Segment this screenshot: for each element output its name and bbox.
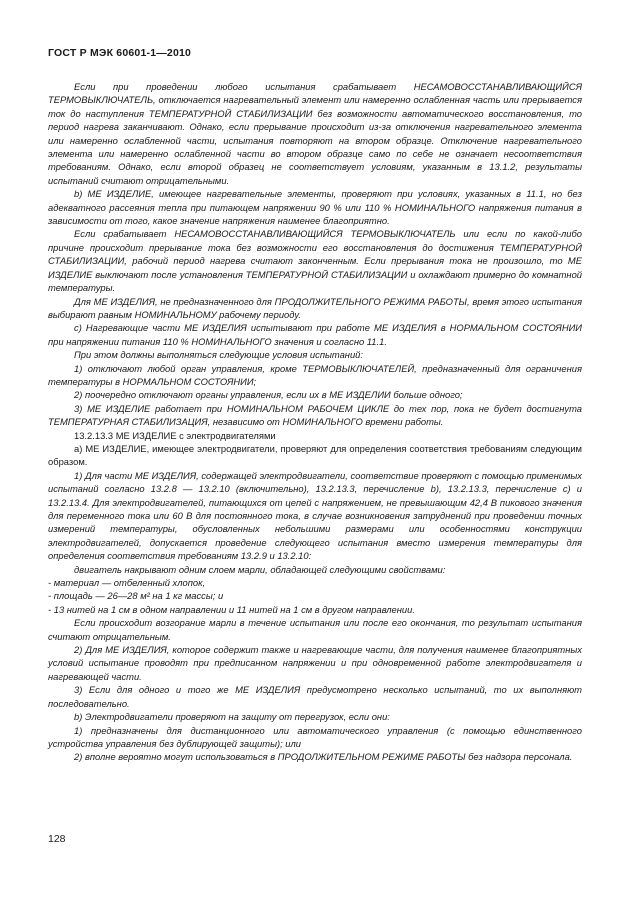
paragraph: 1) отключают любой орган управления, кроме ТЕРМОВЫКЛЮЧАТЕЛЕЙ, предназначенный для ограничения температуры в НОРМАЛЬНОМ СОСТОЯНИИ;: [48, 362, 582, 387]
paragraph: 3) МЕ ИЗДЕЛИЕ работает при НОМИНАЛЬНОМ РАБОЧЕМ ЦИКЛЕ до тех пор, пока не будет достигнута ТЕМПЕРАТУРНАЯ СТАБИЛИЗАЦИЯ, независимо от НОМИНАЛЬНОГО времени работы.: [48, 402, 582, 428]
paragraph: 1) предназначены для дистанционного или автоматического управления (с помощью единственного устройства управления без дублирующей защиты); или: [48, 724, 582, 749]
list-item: - площадь — 26—28 м² на 1 кг массы; и: [48, 590, 224, 602]
paragraph: c) Нагревающие части МЕ ИЗДЕЛИЯ испытывают при работе МЕ ИЗДЕЛИЯ в НОРМАЛЬНОМ СОСТОЯНИИ при напряжении питания 110 % НОМИНАЛЬНОГО значения и согласно 11.1.: [48, 322, 582, 347]
document-header: ГОСТ Р МЭК 60601-1—2010: [48, 47, 192, 59]
paragraph: 3) Если для одного и того же МЕ ИЗДЕЛИЯ предусмотрено несколько испытаний, то их выполняют последовательно.: [48, 684, 582, 709]
paragraph: 2) Для МЕ ИЗДЕЛИЯ, которое содержит также и нагревающие части, для получения наименее благоприятных условий испытание проводят при предписанном напряжении и при одновременной работе электродвигателя и нагревающей части.: [48, 644, 582, 682]
section-heading: 13.2.13.3 МЕ ИЗДЕЛИЕ с электродвигателями: [74, 429, 276, 441]
paragraph: 1) Для части МЕ ИЗДЕЛИЯ, содержащей электродвигатели, соответствие проверяют с помощью применимых испытаний согласно 13.2.8 — 13.2.10 (включительно), 13.2.13.3, перечисление b), 13.2.13.3, перечисление c) и 13.2.13.4. Для электродвигателей, питающихся от цепей с напряжением, не превышающим 42,4 В пикового значения для переменного тока или 60 В для постоянного тока, в случае возникновения затруднений при проведении точных измерений температуры, обусловленных небольшими размерами или особенностями конструкции электродвигателей, допускается проведение следующего испытания вместо измерения температуры для определения соответствия требованиям 13.2.9 и 13.2.10:: [48, 469, 582, 562]
paragraph: Если происходит возгорание марли в течение испытания или после его окончания, то результат испытания считают отрицательным.: [48, 617, 582, 642]
paragraph: 2) поочередно отключают органы управления, если их в МЕ ИЗДЕЛИИ больше одного;: [74, 389, 463, 401]
paragraph: Если срабатывает НЕСАМОВОССТАНАВЛИВАЮЩИЙСЯ ТЕРМОВЫКЛЮЧАТЕЛЬ или если по какой-либо причине происходит прерывание тока без возможности его восстановления до достижения ТЕМПЕРАТУРНОЙ СТАБИЛИЗАЦИИ, рабочий период нагрева считают законченным. Если прерывания тока не произошло, то МЕ ИЗДЕЛИЕ выключают после установления ТЕМПЕРАТУРНОЙ СТАБИЛИЗАЦИИ и охлаждают примерно до комнатной температуры.: [48, 228, 582, 294]
paragraph: двигатель накрывают одним слоем марли, обладающей следующими свойствами:: [74, 563, 446, 575]
document-body: [48, 80, 582, 764]
page-number: 128: [48, 833, 66, 845]
list-item: - 13 нитей на 1 см в одном направлении и 11 нитей на 1 см в другом направлении.: [48, 603, 415, 615]
paragraph: Если при проведении любого испытания срабатывает НЕСАМОВОССТАНАВЛИВАЮЩИЙСЯ ТЕРМОВЫКЛЮЧАТЕЛЬ, отключается нагревательный элемент или намеренно ослабленная часть или прерывается ток до наступления ТЕМПЕРАТУРНОЙ СТАБИЛИЗАЦИИ без возможности автоматического восстановления, то период нагрева заканчивают. Однако, если прерывание происходит из-за отключения нагревательного элемента или намеренно ослабленной части, испытания повторяют на втором образце. Отключение нагревательного элемента или намеренно ослабленной части во втором образце само по себе не означает несоответствия требованиям. Однако, если второй образец не соответствует условиям, указанным в 13.1.2, результаты испытаний считают отрицательными.: [48, 81, 582, 186]
paragraph: b) Электродвигатели проверяют на защиту от перегрузок, если они:: [74, 711, 390, 723]
paragraph: Для МЕ ИЗДЕЛИЯ, не предназначенного для ПРОДОЛЖИТЕЛЬНОГО РЕЖИМА РАБОТЫ, время этого испытания выбирают равным НОМИНАЛЬНОМУ рабочему периоду.: [48, 295, 582, 320]
list-item: - материал — отбеленный хлопок,: [48, 577, 206, 589]
paragraph: а) МЕ ИЗДЕЛИЕ, имеющее электродвигатели, проверяют для определения соответствия требованиям следующим образом.: [48, 442, 582, 468]
paragraph: При этом должны выполняться следующие условия испытаний:: [74, 349, 363, 361]
paragraph: b) МЕ ИЗДЕЛИЕ, имеющее нагревательные элементы, проверяют при условиях, указанных в 11.1, но без адекватного рассеяния тепла при питающем напряжении 90 % или 110 % НОМИНАЛЬНОГО напряжения питания в зависимости от того, какое значение напряжения наименее благоприятно.: [48, 188, 582, 227]
paragraph: 2) вполне вероятно могут использоваться в ПРОДОЛЖИТЕЛЬНОМ РЕЖИМЕ РАБОТЫ без надзора персонала.: [74, 751, 573, 763]
